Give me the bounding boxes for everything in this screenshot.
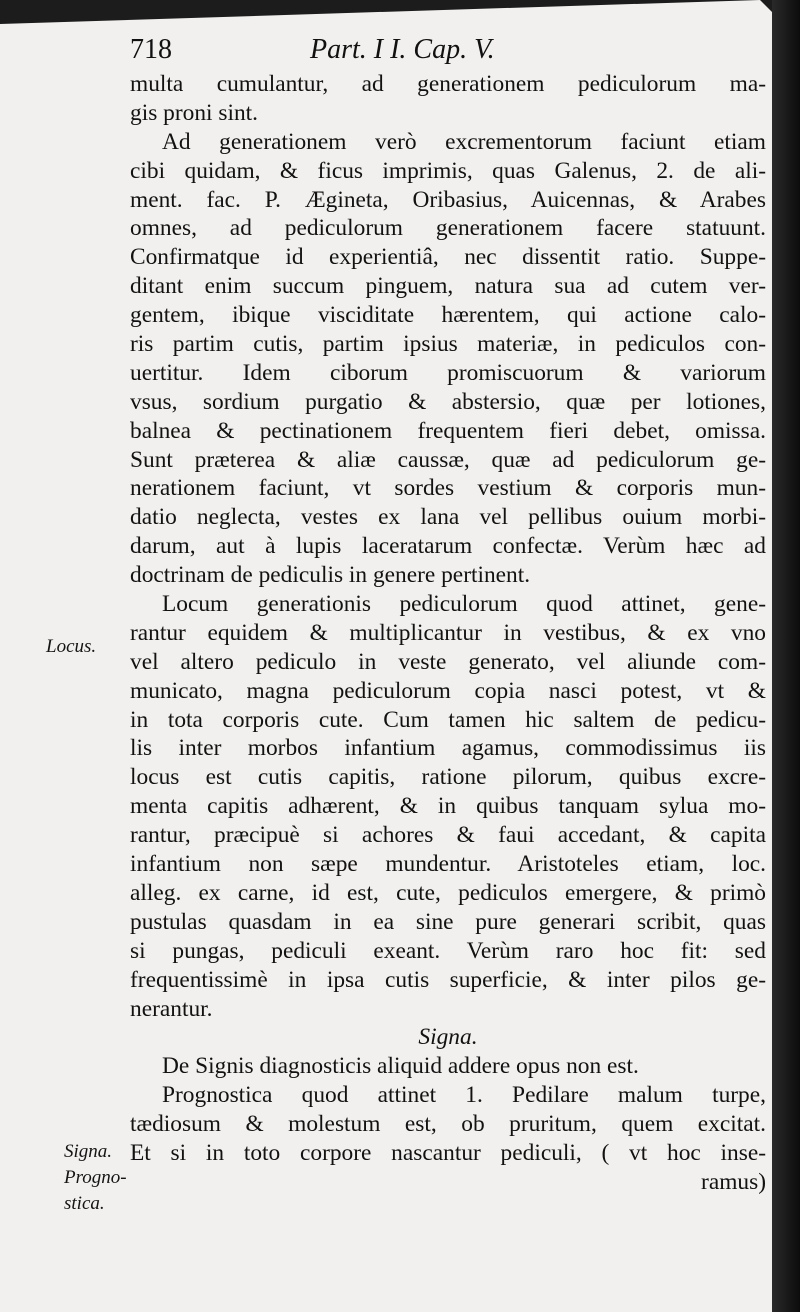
margin-note-locus: Locus. [46, 636, 97, 657]
text-line: alleg. ex carne, id est, cute, pediculos emergere, & primò [130, 879, 766, 906]
page-number: 718 [130, 34, 172, 65]
text-line: multa cumulantur, ad generationem pediculorum ma- [130, 71, 766, 97]
text-line: De Signis diagnosticis aliquid addere opus non est. [162, 1053, 639, 1080]
text-line: rantur equidem & multiplicantur in vestibus, & ex vno [130, 619, 766, 646]
text-line: gentem, ibique visciditate hærentem, qui actione calo- [130, 302, 766, 329]
page-edge-shadow [772, 0, 800, 1312]
text-line: cibi quidam, & ficus imprimis, quas Galenus, 2. de ali- [130, 157, 766, 184]
margin-note-prognostica-2: stica. [64, 1193, 105, 1214]
text-line: vsus, sordium purgatio & abstersio, quæ per lotiones, [130, 388, 766, 415]
text-line: vel altero pediculo in veste generato, vel aliunde com- [130, 648, 766, 675]
text-line: frequentissimè in ipsa cutis superficie, & inter pilos ge- [130, 966, 766, 993]
page-header [130, 34, 770, 70]
text-line: municato, magna pediculorum copia nasci potest, vt & [130, 677, 766, 704]
text-line: pustulas quasdam in ea sine pure generari scribit, quas [130, 908, 766, 935]
text-line: ment. fac. P. Ægineta, Oribasius, Auicennas, & Arabes [130, 186, 766, 213]
text-line: ris partim cutis, partim ipsius materiæ, in pediculos con- [130, 331, 766, 358]
text-line: Et si in toto corpore nascantur pediculi, ( vt hoc inse- [130, 1139, 766, 1166]
margin-note-signa: Signa. [64, 1141, 113, 1162]
text-line: uertitur. Idem ciborum promiscuorum & variorum [130, 359, 766, 386]
text-line: infantium non sæpe mundentur. Aristoteles etiam, loc. [130, 851, 766, 878]
text-line: nerantur. [130, 995, 213, 1022]
section-heading-signa: Signa. [418, 1024, 478, 1051]
text-line: gis proni sint. [130, 99, 259, 126]
text-line: Ad generationem verò excrementorum faciunt etiam [162, 128, 766, 155]
text-line: datio neglecta, vestes ex lana vel pellibus ouium morbi- [130, 504, 766, 531]
text-line: menta capitis adhærent, & in quibus tanquam sylua mo- [130, 793, 766, 820]
text-line: Locum generationis pediculorum quod attinet, gene- [162, 591, 766, 618]
running-head: Part. I I. Cap. V. [310, 34, 495, 65]
text-line: doctrinam de pediculis in genere pertinent. [130, 562, 531, 589]
text-line: darum, aut à lupis laceratarum confectæ. Verùm hæc ad [130, 533, 766, 560]
text-line: Prognostica quod attinet 1. Pedilare malum turpe, [162, 1082, 766, 1109]
text-line: si pungas, pediculi exeant. Verùm raro hoc fit: sed [130, 937, 766, 964]
body-text [130, 70, 766, 1197]
text-line: rantur, præcipuè si achores & faui accedant, & capita [130, 822, 766, 849]
text-line: lis inter morbos infantium agamus, commodissimus iis [130, 735, 766, 762]
text-line: omnes, ad pediculorum generationem facere statuunt. [130, 215, 766, 242]
text-line: locus est cutis capitis, ratione pilorum, quibus excre- [130, 764, 766, 791]
text-line: ramus) [701, 1168, 766, 1195]
text-line: Sunt præterea & aliæ caussæ, quæ ad pediculorum ge- [130, 446, 766, 473]
text-line: balnea & pectinationem frequentem fieri debet, omissa. [130, 417, 766, 444]
text-line: ditant enim succum pinguem, natura sua ad cutem ver- [130, 273, 766, 300]
text-line: tædiosum & molestum est, ob pruritum, quem excitat. [130, 1111, 766, 1138]
margin-note-prognostica-1: Progno- [64, 1167, 127, 1188]
text-line: nerationem faciunt, vt sordes vestium & corporis mun- [130, 475, 766, 502]
text-line: in tota corporis cute. Cum tamen hic saltem de pedicu- [130, 706, 766, 733]
text-line: Confirmatque id experientiâ, nec dissentit ratio. Suppe- [130, 244, 766, 271]
